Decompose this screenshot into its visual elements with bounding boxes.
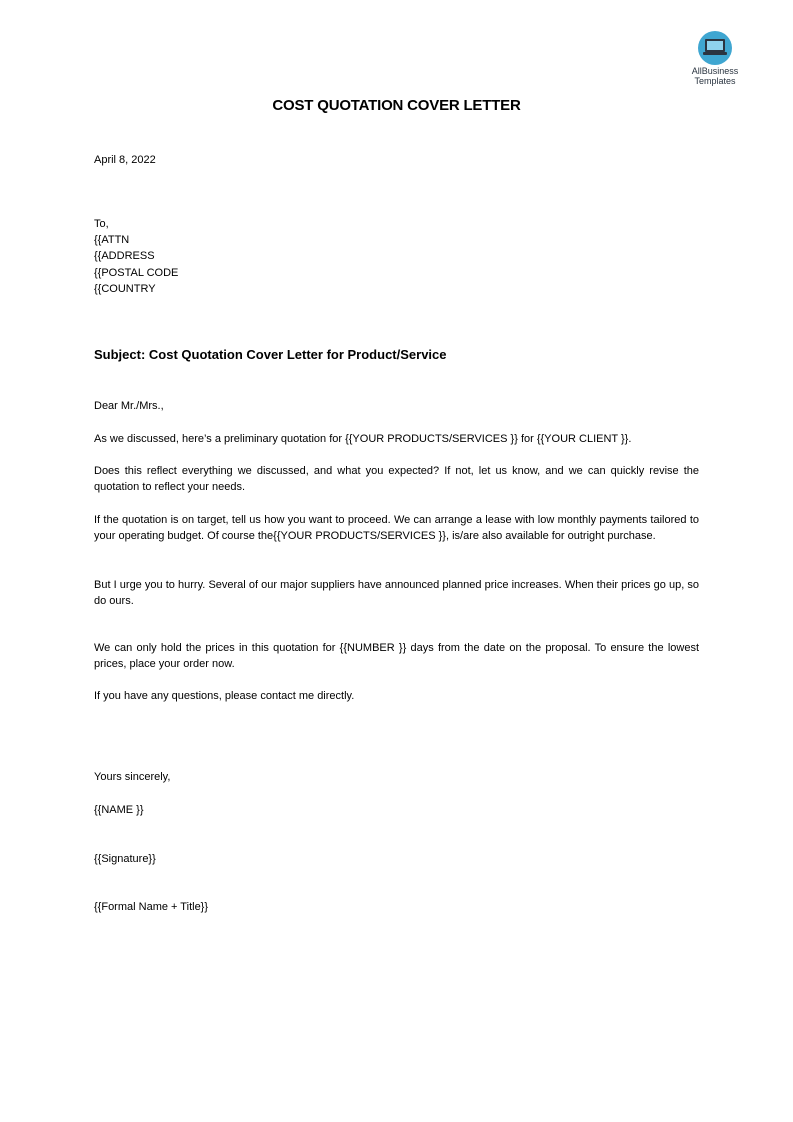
closing-formal-name-title: {{Formal Name + Title}} (94, 901, 209, 913)
letter-subject: Subject: Cost Quotation Cover Letter for Product/Service (94, 347, 447, 362)
recipient-attn: {{ATTN (94, 234, 130, 246)
paragraph-revise: Does this reflect everything we discussed, and what you expected? If not, let us know, and we can quickly revise the quotation to reflect your needs. (94, 465, 699, 494)
logo-text (680, 67, 750, 86)
logo-line-2: Templates (694, 75, 736, 86)
document-title: COST QUOTATION COVER LETTER (272, 97, 521, 114)
laptop-icon (698, 31, 732, 65)
allbusiness-logo (680, 31, 750, 86)
paragraph-proceed: If the quotation is on target, tell us how you want to proceed. We can arrange a lease with low monthly payments tailored to your operating budget. Of course the{{YOUR PRODUCTS/SERVICES }}, is/are also available for outright purchase. (94, 514, 699, 543)
paragraph-hold-prices: We can only hold the prices in this quotation for {{NUMBER }} days from the date on the proposal. To ensure the lowest prices, place your order now. (94, 642, 699, 671)
paragraph-intro: As we discussed, here’s a preliminary quotation for {{YOUR PRODUCTS/SERVICES }} for {{YOUR CLIENT }}. (94, 433, 632, 445)
recipient-to: To, (94, 218, 109, 230)
recipient-address: {{ADDRESS (94, 250, 155, 262)
paragraph-urgency: But I urge you to hurry. Several of our major suppliers have announced planned price increases. When their prices go up, so do ours. (94, 579, 699, 608)
logo-line-1: AllBusiness (691, 66, 739, 76)
closing-name: {{NAME }} (94, 804, 144, 816)
letter-date: April 8, 2022 (94, 154, 156, 166)
recipient-postal-code: {{POSTAL CODE (94, 267, 179, 279)
closing-signature: {{Signature}} (94, 853, 156, 865)
paragraph-contact: If you have any questions, please contact me directly. (94, 690, 355, 702)
recipient-country: {{COUNTRY (94, 283, 156, 295)
closing-sincerely: Yours sincerely, (94, 771, 171, 783)
salutation: Dear Mr./Mrs., (94, 400, 164, 412)
